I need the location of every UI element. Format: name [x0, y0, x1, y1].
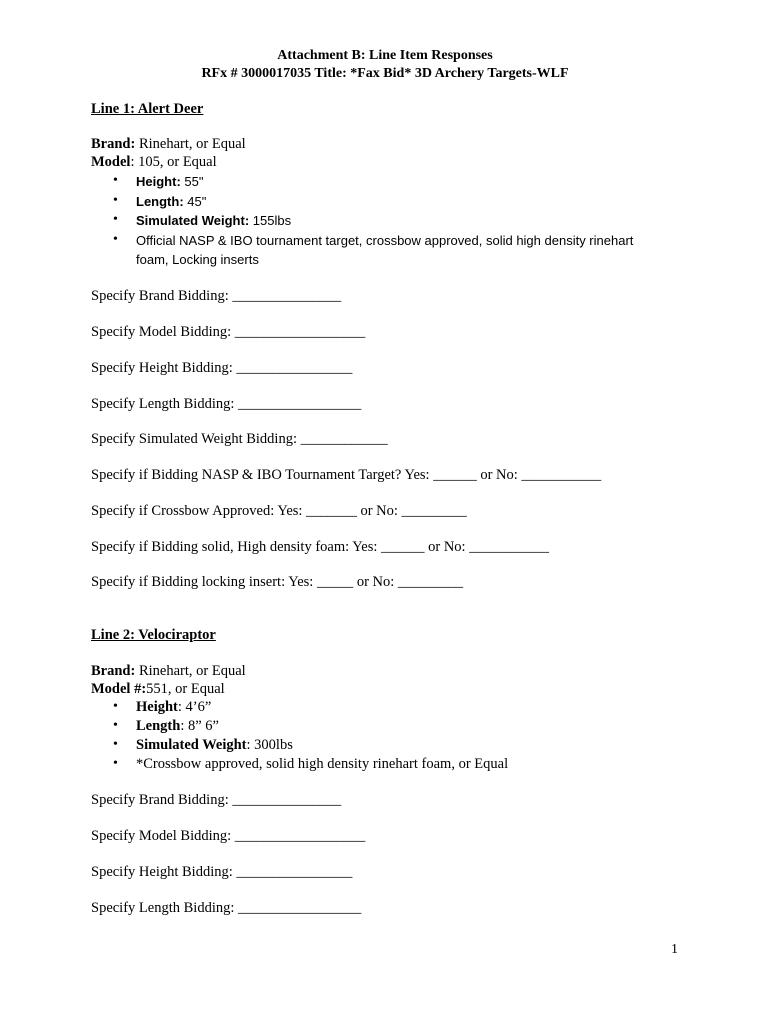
line2-brand [91, 663, 246, 680]
spec-value: *Crossbow approved, solid high density rinehart foam, or Equal [136, 756, 509, 772]
bullet-icon: • [113, 737, 118, 752]
model-value: : 105, or Equal [130, 154, 217, 170]
document-title: Attachment B: Line Item Responses [277, 48, 493, 63]
line1-field-length: Specify Length Bidding: _________________ [91, 396, 362, 412]
line1-field-height: Specify Height Bidding: ________________ [91, 360, 353, 376]
spec-value: : 300lbs [246, 737, 293, 753]
spec-label: Height [136, 699, 178, 715]
bullet-icon: • [113, 212, 118, 227]
spec-label: Simulated Weight [136, 737, 247, 753]
spec-value: : 8” 6” [180, 718, 219, 734]
rfx-title: RFx # 3000017035 Title: *Fax Bid* 3D Archery Targets-WLF [201, 66, 569, 81]
brand-value: Rinehart, or Equal [135, 136, 246, 152]
line1-field-model: Specify Model Bidding: __________________ [91, 324, 366, 340]
bullet-icon: • [113, 718, 118, 733]
line1-field-locking-insert: Specify if Bidding locking insert: Yes: _____ or No: _________ [91, 574, 464, 590]
bullet-icon: • [113, 756, 118, 771]
spec-value: 45" [183, 194, 207, 209]
bullet-icon: • [113, 193, 118, 208]
brand-label: Brand: [91, 663, 136, 679]
line1-brand [91, 136, 246, 153]
line1-field-nasp-ibo: Specify if Bidding NASP & IBO Tournament Target? Yes: ______ or No: ___________ [91, 467, 602, 483]
spec-value: 155lbs [249, 213, 292, 228]
spec-label: Simulated Weight: [136, 213, 250, 228]
spec-label: Height: [136, 174, 181, 189]
spec-label: Length [136, 718, 181, 734]
line1-model [91, 154, 217, 171]
spec-value: Official NASP & IBO tournament target, crossbow approved, solid high density rinehart [136, 233, 634, 248]
line1-field-weight: Specify Simulated Weight Bidding: ____________ [91, 431, 388, 447]
brand-label: Brand: [91, 136, 136, 152]
spec-value: 55" [180, 174, 204, 189]
model-value: 551, or Equal [146, 681, 225, 697]
line1-field-brand: Specify Brand Bidding: _______________ [91, 288, 342, 304]
line2-heading: Line 2: Velociraptor [91, 627, 216, 643]
model-label: Model [91, 154, 131, 170]
page-number: 1 [671, 942, 678, 957]
bullet-icon: • [113, 232, 118, 247]
line2-field-brand: Specify Brand Bidding: _______________ [91, 792, 342, 808]
line1-field-foam: Specify if Bidding solid, High density foam: Yes: ______ or No: ___________ [91, 539, 549, 555]
spec-continuation: foam, Locking inserts [136, 252, 259, 267]
line1-heading: Line 1: Alert Deer [91, 101, 204, 117]
spec-label: Length: [136, 194, 184, 209]
line1-field-crossbow: Specify if Crossbow Approved: Yes: _______ or No: _________ [91, 503, 467, 519]
brand-value: Rinehart, or Equal [135, 663, 246, 679]
line2-field-height: Specify Height Bidding: ________________ [91, 864, 353, 880]
line2-model [91, 681, 225, 698]
model-label: Model #: [91, 681, 147, 697]
line2-field-length: Specify Length Bidding: _________________ [91, 900, 362, 916]
line2-field-model: Specify Model Bidding: __________________ [91, 828, 366, 844]
bullet-icon: • [113, 173, 118, 188]
bullet-icon: • [113, 699, 118, 714]
spec-value: : 4’6” [177, 699, 212, 715]
